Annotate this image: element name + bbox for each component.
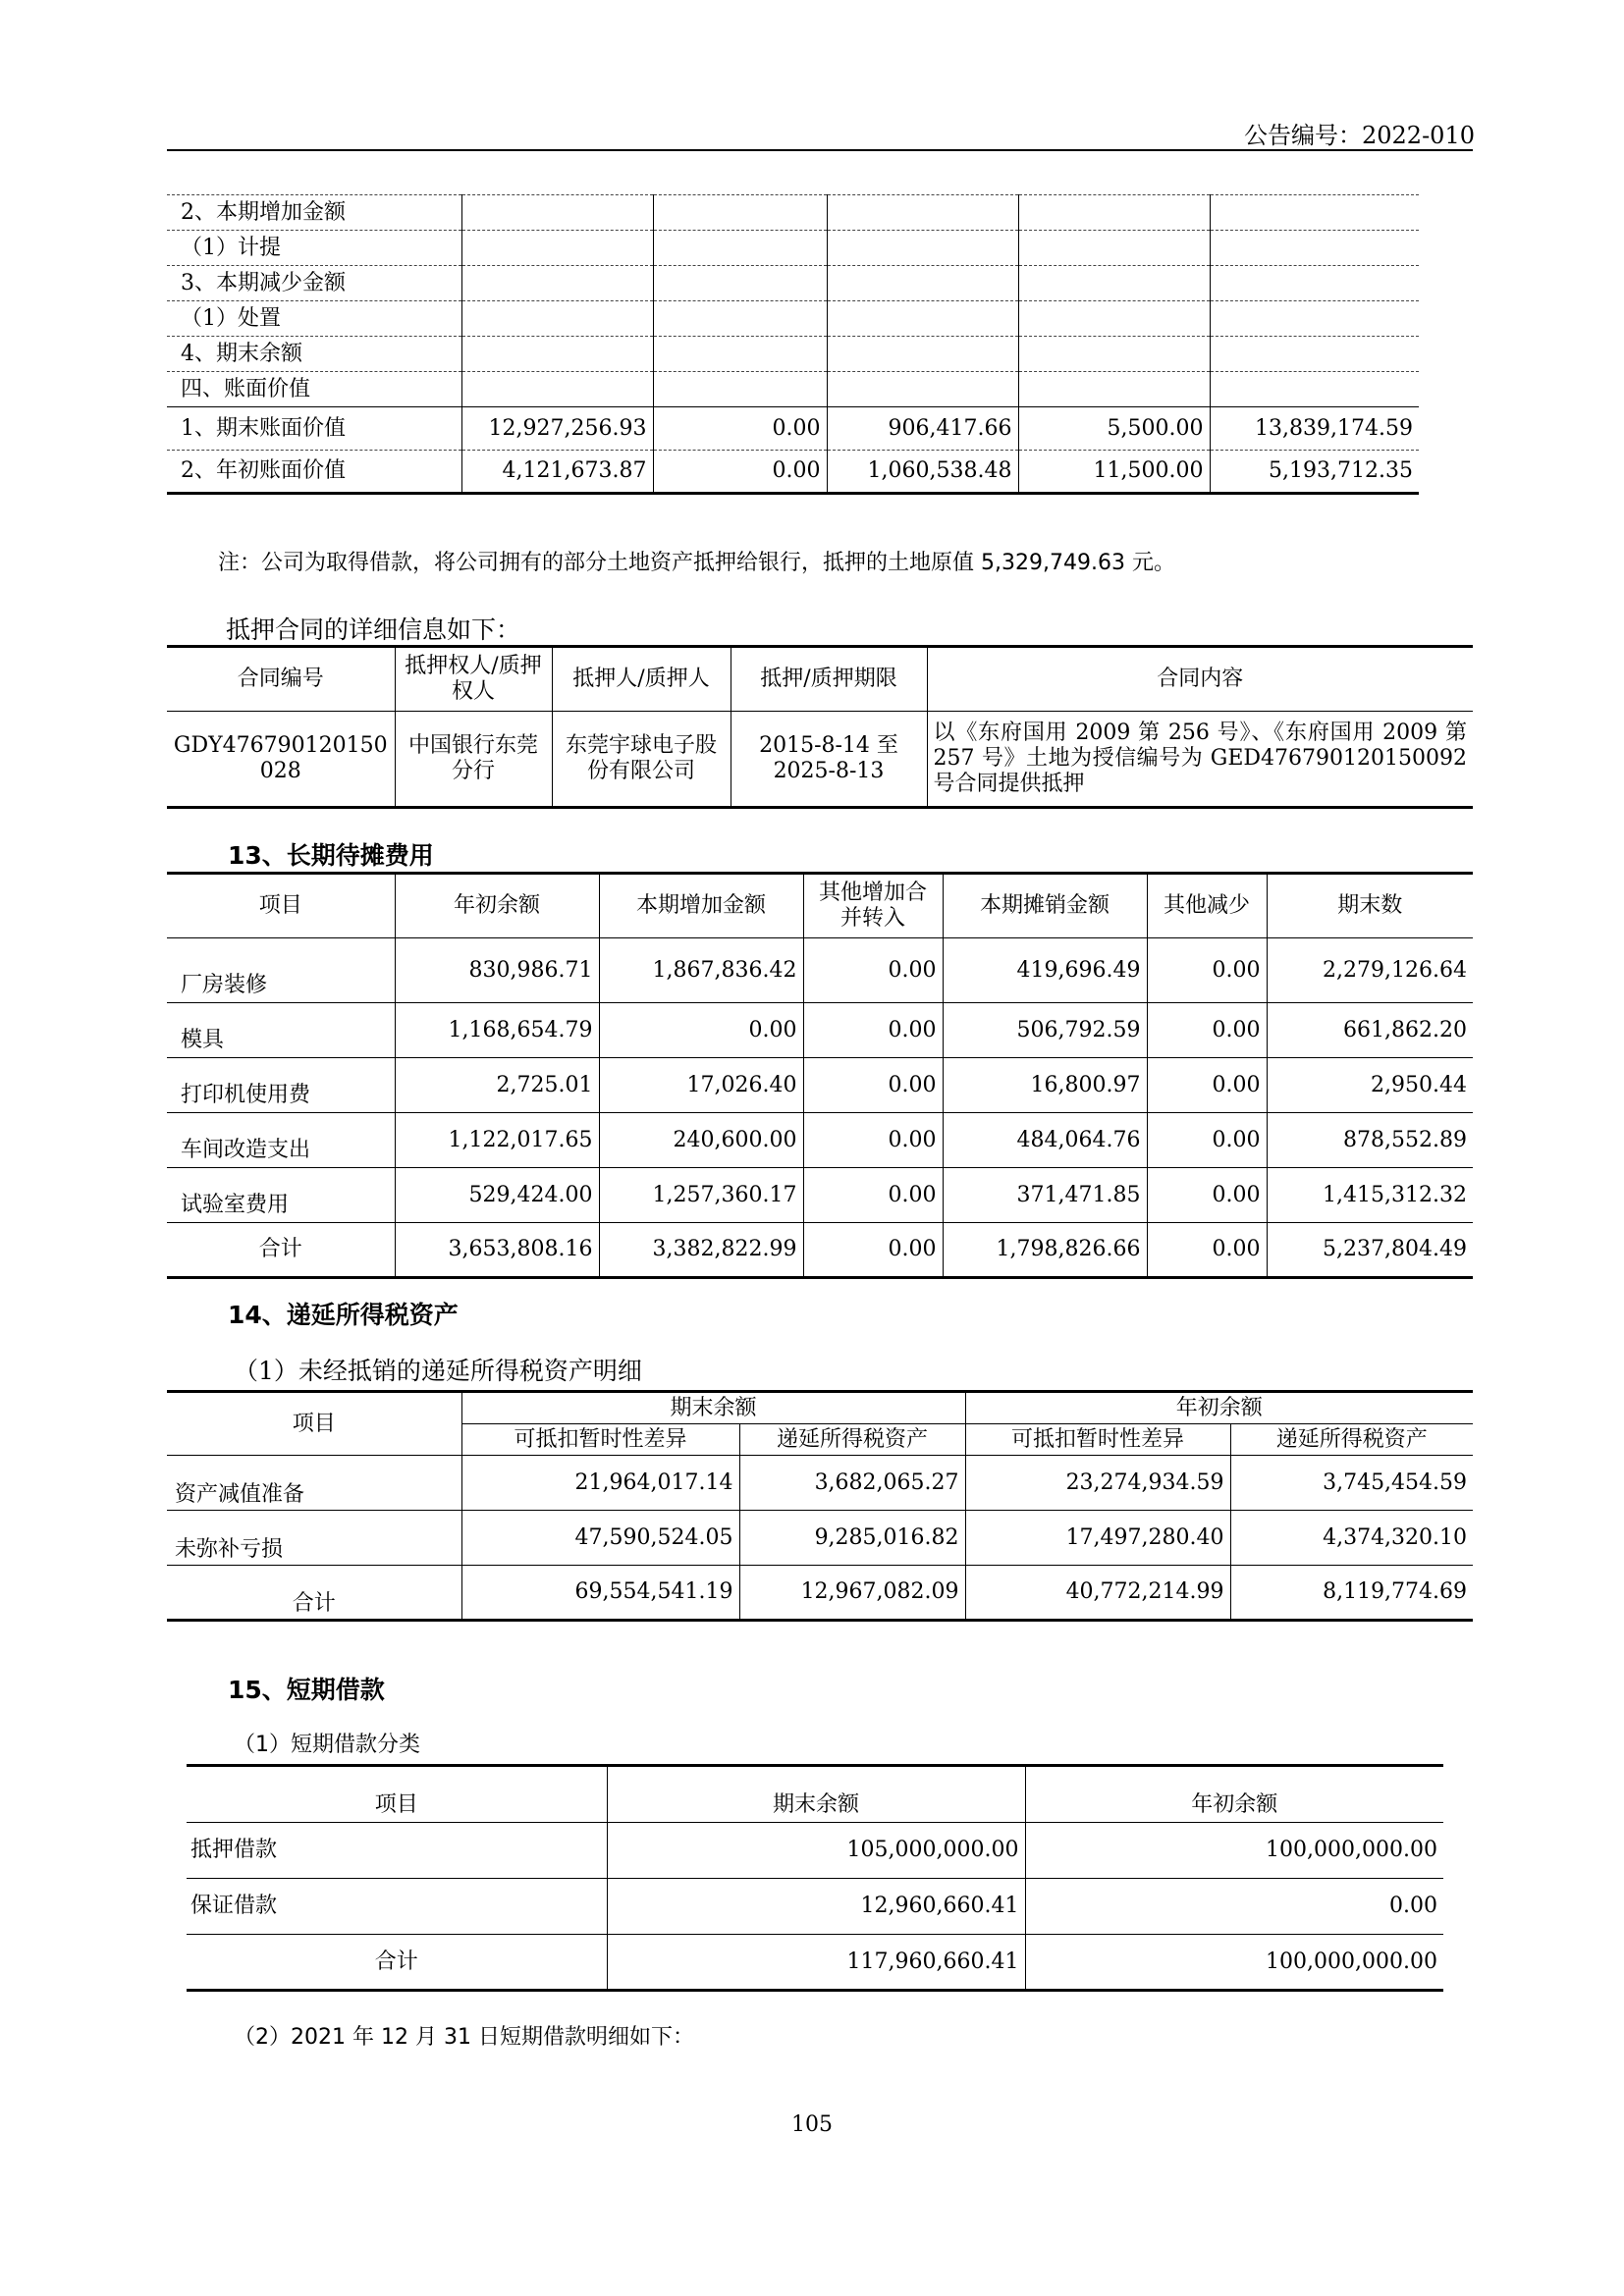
row-label: 2、年初账面价值 — [167, 451, 461, 494]
value-cell: 0.00 — [653, 451, 827, 494]
value-cell: 1,415,312.32 — [1267, 1168, 1473, 1223]
table-row — [167, 1511, 1473, 1566]
row-label: 2、本期增加金额 — [167, 195, 461, 231]
value-cell — [653, 266, 827, 301]
value-cell — [827, 266, 1018, 301]
value-cell — [1210, 231, 1419, 266]
value-cell — [653, 301, 827, 337]
mortgage-intro: 抵押合同的详细信息如下： — [226, 615, 521, 644]
section-14-sub: （1）未经抵销的递延所得税资产明细 — [234, 1357, 642, 1385]
column-header: 本期增加金额 — [599, 874, 803, 938]
table-row — [167, 407, 1419, 451]
header-mortgagor: 抵押人/质押人 — [552, 647, 731, 712]
value-cell: 40,772,214.99 — [965, 1566, 1230, 1621]
value-cell — [461, 195, 653, 231]
value-cell: 5,237,804.49 — [1267, 1223, 1473, 1278]
value-cell: 23,274,934.59 — [965, 1456, 1230, 1511]
value-cell: 0.00 — [803, 1113, 943, 1168]
table-row — [167, 1456, 1473, 1511]
column-header: 其他减少 — [1147, 874, 1267, 938]
contract-content: 以《东府国用 2009 第 256 号》、《东府国用 2009 第 257 号》土地为授信编号为 GED476790120150092 号合同提供抵押 — [927, 712, 1473, 808]
value-cell: 906,417.66 — [827, 407, 1018, 451]
column-header: 其他增加合并转入 — [803, 874, 943, 938]
row-label: 保证借款 — [187, 1879, 607, 1935]
table-row — [167, 1058, 1473, 1113]
value-cell: 1,122,017.65 — [395, 1113, 599, 1168]
value-cell: 105,000,000.00 — [607, 1823, 1025, 1879]
mortgage-note: 注：公司为取得借款，将公司拥有的部分土地资产抵押给银行，抵押的土地原值 5,329,749.63 元。 — [218, 551, 1175, 575]
value-cell: 0.00 — [803, 938, 943, 1003]
value-cell — [461, 372, 653, 407]
value-cell: 5,193,712.35 — [1210, 451, 1419, 494]
row-label: 厂房装修 — [167, 938, 395, 1003]
column-header: 期末数 — [1267, 874, 1473, 938]
section-15-sub2: （2）2021 年 12 月 31 日短期借款明细如下： — [234, 2025, 694, 2050]
value-cell: 3,653,808.16 — [395, 1223, 599, 1278]
value-cell — [461, 266, 653, 301]
contract-no: GDY476790120150028 — [167, 712, 395, 808]
mortgagee: 中国银行东莞分行 — [395, 712, 552, 808]
value-cell — [461, 337, 653, 372]
value-cell: 830,986.71 — [395, 938, 599, 1003]
row-label: 试验室费用 — [167, 1168, 395, 1223]
column-header: 项目 — [187, 1766, 607, 1823]
table-row — [167, 337, 1419, 372]
value-cell: 2,279,126.64 — [1267, 938, 1473, 1003]
table-row — [187, 1879, 1443, 1935]
header-content: 合同内容 — [927, 647, 1473, 712]
value-cell: 1,257,360.17 — [599, 1168, 803, 1223]
value-cell — [827, 337, 1018, 372]
column-header: 本期摊销金额 — [943, 874, 1147, 938]
value-cell — [653, 231, 827, 266]
intangible-assets-table — [167, 194, 1419, 495]
value-cell: 47,590,524.05 — [461, 1511, 739, 1566]
value-cell: 0.00 — [803, 1058, 943, 1113]
value-cell — [653, 195, 827, 231]
table-row — [187, 1935, 1443, 1991]
value-cell: 1,867,836.42 — [599, 938, 803, 1003]
table-row — [167, 231, 1419, 266]
section-15-title: 15、短期借款 — [228, 1676, 385, 1704]
value-cell — [461, 231, 653, 266]
header-rule — [167, 149, 1473, 151]
header-term: 抵押/质押期限 — [731, 647, 927, 712]
value-cell — [1210, 195, 1419, 231]
value-cell — [1018, 337, 1210, 372]
table-row — [167, 1113, 1473, 1168]
value-cell: 2,950.44 — [1267, 1058, 1473, 1113]
long-term-prepaid-table — [167, 872, 1473, 1279]
value-cell — [1018, 301, 1210, 337]
value-cell — [1018, 195, 1210, 231]
value-cell: 13,839,174.59 — [1210, 407, 1419, 451]
row-label: 车间改造支出 — [167, 1113, 395, 1168]
row-label: （1）计提 — [167, 231, 461, 266]
value-cell: 0.00 — [1147, 938, 1267, 1003]
value-cell: 529,424.00 — [395, 1168, 599, 1223]
table-row — [167, 1003, 1473, 1058]
value-cell: 3,682,065.27 — [739, 1456, 965, 1511]
value-cell: 100,000,000.00 — [1025, 1823, 1443, 1879]
row-label: 合计 — [187, 1935, 607, 1991]
value-cell: 484,064.76 — [943, 1113, 1147, 1168]
table-row — [167, 372, 1419, 407]
value-cell: 419,696.49 — [943, 938, 1147, 1003]
value-cell: 0.00 — [1147, 1058, 1267, 1113]
value-cell: 0.00 — [803, 1003, 943, 1058]
header-row — [167, 874, 1473, 938]
table-row — [167, 1168, 1473, 1223]
value-cell: 4,121,673.87 — [461, 451, 653, 494]
table-row — [187, 1823, 1443, 1879]
row-label: 打印机使用费 — [167, 1058, 395, 1113]
value-cell — [1210, 337, 1419, 372]
value-cell: 3,745,454.59 — [1230, 1456, 1473, 1511]
value-cell: 1,060,538.48 — [827, 451, 1018, 494]
column-header: 期末余额 — [607, 1766, 1025, 1823]
table-row — [167, 1566, 1473, 1621]
mortgagor: 东莞宇球电子股份有限公司 — [552, 712, 731, 808]
value-cell: 3,382,822.99 — [599, 1223, 803, 1278]
value-cell: 4,374,320.10 — [1230, 1511, 1473, 1566]
term: 2015-8-14 至 2025-8-13 — [731, 712, 927, 808]
value-cell: 0.00 — [1147, 1003, 1267, 1058]
header-row — [187, 1766, 1443, 1823]
table-row — [167, 301, 1419, 337]
header-ending-balance: 期末余额 — [461, 1392, 965, 1424]
table-row — [167, 1223, 1473, 1278]
row-label: 模具 — [167, 1003, 395, 1058]
value-cell — [827, 301, 1018, 337]
value-cell — [827, 231, 1018, 266]
row-label: 抵押借款 — [187, 1823, 607, 1879]
value-cell — [1018, 266, 1210, 301]
value-cell — [1018, 231, 1210, 266]
value-cell: 2,725.01 — [395, 1058, 599, 1113]
mortgage-contract-table — [167, 645, 1473, 809]
value-cell — [1210, 266, 1419, 301]
header-deductible-diff-end: 可抵扣暂时性差异 — [461, 1424, 739, 1456]
value-cell: 11,500.00 — [1018, 451, 1210, 494]
header-deferred-tax-begin: 递延所得税资产 — [1230, 1424, 1473, 1456]
value-cell — [1210, 301, 1419, 337]
header-contract-no: 合同编号 — [167, 647, 395, 712]
value-cell: 12,960,660.41 — [607, 1879, 1025, 1935]
value-cell: 0.00 — [1025, 1879, 1443, 1935]
value-cell: 1,168,654.79 — [395, 1003, 599, 1058]
value-cell: 17,026.40 — [599, 1058, 803, 1113]
row-label: 合计 — [167, 1223, 395, 1278]
column-header: 年初余额 — [395, 874, 599, 938]
value-cell: 16,800.97 — [943, 1058, 1147, 1113]
section-15-sub: （1）短期借款分类 — [234, 1733, 420, 1757]
value-cell: 0.00 — [599, 1003, 803, 1058]
row-label: 未弥补亏损 — [167, 1511, 461, 1566]
value-cell: 0.00 — [803, 1223, 943, 1278]
value-cell: 12,927,256.93 — [461, 407, 653, 451]
table-row — [167, 938, 1473, 1003]
row-label: 合计 — [167, 1566, 461, 1621]
page-number: 105 — [791, 2112, 833, 2137]
header-deductible-diff-begin: 可抵扣暂时性差异 — [965, 1424, 1230, 1456]
column-header: 项目 — [167, 874, 395, 938]
value-cell — [1018, 372, 1210, 407]
table-row — [167, 266, 1419, 301]
value-cell: 0.00 — [1147, 1168, 1267, 1223]
value-cell: 506,792.59 — [943, 1003, 1147, 1058]
value-cell: 1,798,826.66 — [943, 1223, 1147, 1278]
header-item: 项目 — [167, 1392, 461, 1456]
value-cell: 100,000,000.00 — [1025, 1935, 1443, 1991]
section-13-title: 13、长期待摊费用 — [228, 841, 434, 870]
value-cell: 878,552.89 — [1267, 1113, 1473, 1168]
value-cell: 9,285,016.82 — [739, 1511, 965, 1566]
short-term-loans-table — [187, 1764, 1443, 1992]
value-cell: 240,600.00 — [599, 1113, 803, 1168]
table-row — [167, 451, 1419, 494]
header-beginning-balance: 年初余额 — [965, 1392, 1473, 1424]
value-cell: 17,497,280.40 — [965, 1511, 1230, 1566]
value-cell: 69,554,541.19 — [461, 1566, 739, 1621]
row-label: 资产减值准备 — [167, 1456, 461, 1511]
value-cell: 21,964,017.14 — [461, 1456, 739, 1511]
row-label: 3、本期减少金额 — [167, 266, 461, 301]
announcement-number: 公告编号：2022-010 — [1244, 122, 1475, 149]
column-header: 年初余额 — [1025, 1766, 1443, 1823]
value-cell: 0.00 — [1147, 1223, 1267, 1278]
row-label: 1、期末账面价值 — [167, 407, 461, 451]
row-label: 四、账面价值 — [167, 372, 461, 407]
value-cell — [827, 372, 1018, 407]
value-cell: 5,500.00 — [1018, 407, 1210, 451]
value-cell: 0.00 — [1147, 1113, 1267, 1168]
value-cell: 12,967,082.09 — [739, 1566, 965, 1621]
value-cell: 117,960,660.41 — [607, 1935, 1025, 1991]
value-cell — [827, 195, 1018, 231]
section-14-title: 14、递延所得税资产 — [228, 1301, 459, 1329]
table-row — [167, 195, 1419, 231]
header-deferred-tax-end: 递延所得税资产 — [739, 1424, 965, 1456]
deferred-tax-table — [167, 1390, 1473, 1622]
row-label: （1）处置 — [167, 301, 461, 337]
value-cell: 0.00 — [653, 407, 827, 451]
row-label: 4、期末余额 — [167, 337, 461, 372]
value-cell: 8,119,774.69 — [1230, 1566, 1473, 1621]
value-cell: 371,471.85 — [943, 1168, 1147, 1223]
value-cell — [653, 337, 827, 372]
header-mortgagee: 抵押权人/质押权人 — [395, 647, 552, 712]
value-cell — [461, 301, 653, 337]
value-cell: 661,862.20 — [1267, 1003, 1473, 1058]
value-cell: 0.00 — [803, 1168, 943, 1223]
value-cell — [1210, 372, 1419, 407]
value-cell — [653, 372, 827, 407]
